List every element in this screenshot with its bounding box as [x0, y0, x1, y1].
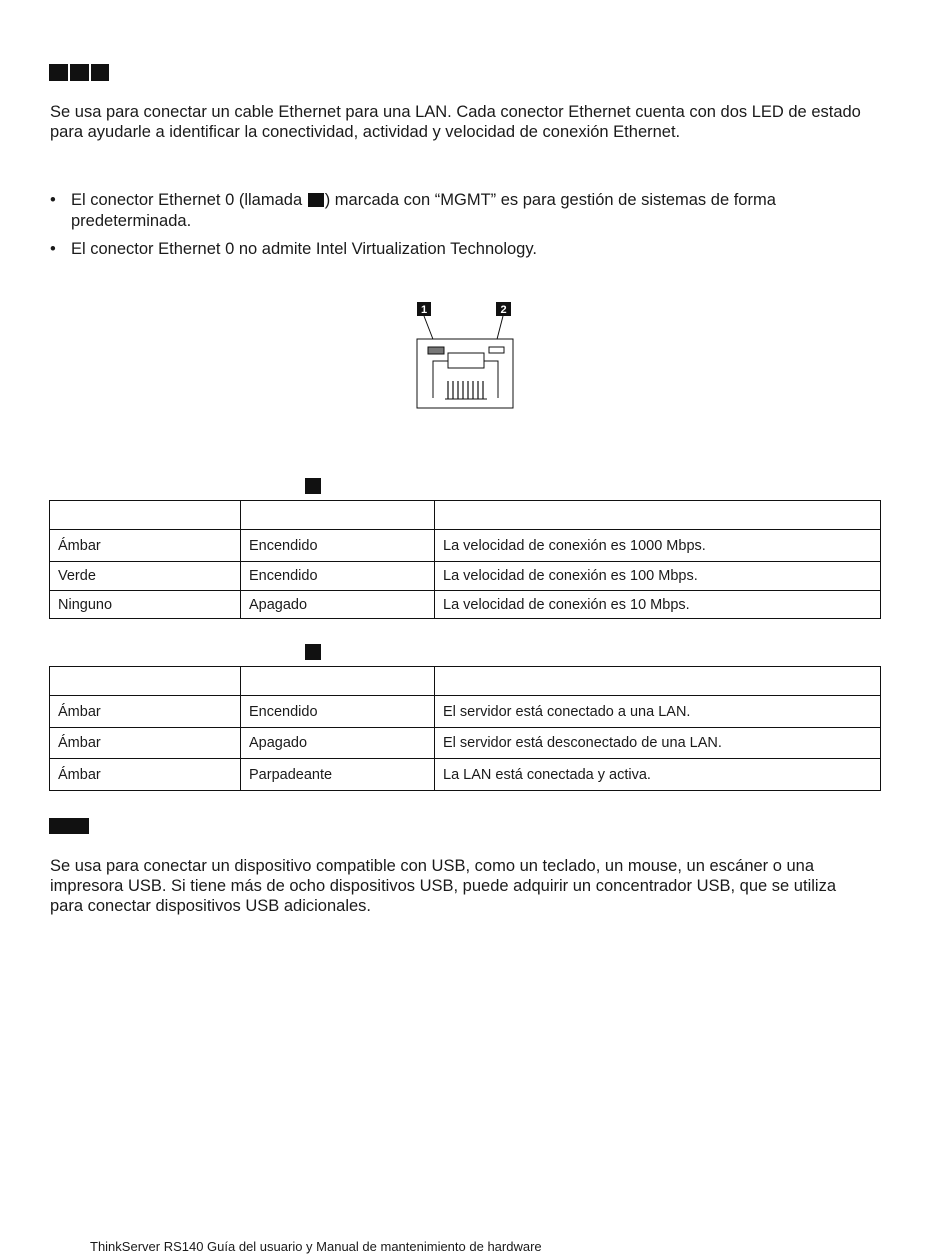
led-color-cell: Ámbar — [50, 759, 241, 791]
led-state-cell: Apagado — [241, 591, 435, 619]
led-state-cell: Parpadeante — [241, 759, 435, 791]
description-cell: El servidor está conectado a una LAN. — [435, 696, 881, 728]
description-cell: La velocidad de conexión es 10 Mbps. — [435, 591, 881, 619]
table-row — [50, 562, 881, 591]
led-state-cell: Encendido — [241, 562, 435, 591]
table-row — [50, 728, 881, 759]
table-row — [50, 696, 881, 728]
table-row — [50, 530, 881, 562]
redacted-heading-ethernet — [70, 64, 89, 81]
redacted-heading-ethernet — [49, 64, 68, 81]
table-row — [50, 591, 881, 619]
port-latch — [448, 353, 484, 368]
led-color-cell: Ámbar — [50, 728, 241, 759]
redacted-callout-1 — [305, 478, 321, 494]
ethernet-connector-diagram — [410, 298, 525, 414]
page-footer: ThinkServer RS140 Guía del usuario y Manual de mantenimiento de hardware — [90, 1239, 542, 1254]
table-row — [50, 759, 881, 791]
led-state-cell: Apagado — [241, 728, 435, 759]
note-text-part: ) marcada con “MGMT” es para gestión de sistemas de forma predeterminada. — [71, 191, 776, 230]
table-header-row — [50, 667, 881, 696]
note-text-part: El conector Ethernet 0 (llamada — [71, 191, 307, 209]
note-text: El conector Ethernet 0 no admite Intel Virtualization Technology. — [71, 240, 537, 258]
ethernet-notes-list — [50, 190, 850, 267]
activity-led-table — [49, 666, 881, 791]
redacted-heading-usb — [49, 818, 89, 834]
led-color-cell: Ámbar — [50, 696, 241, 728]
led-2 — [489, 347, 504, 353]
list-item — [50, 239, 850, 260]
led-color-cell: Ninguno — [50, 591, 241, 619]
redacted-heading-ethernet — [91, 64, 109, 81]
description-cell: La velocidad de conexión es 100 Mbps. — [435, 562, 881, 591]
redacted-inline-label — [308, 193, 324, 207]
led-state-cell: Encendido — [241, 530, 435, 562]
usb-description: Se usa para conectar un dispositivo compatible con USB, como un teclado, un mouse, un escáner o una impresora USB. Si tiene más de ocho dispositivos USB, puede adquirir un concentrador USB, que se utiliza para conectar dispositivos USB adicionales. — [50, 857, 836, 915]
table-header-row — [50, 501, 881, 530]
redacted-callout-2 — [305, 644, 321, 660]
led-color-cell: Ámbar — [50, 530, 241, 562]
description-cell: La LAN está conectada y activa. — [435, 759, 881, 791]
led-state-cell: Encendido — [241, 696, 435, 728]
description-cell: La velocidad de conexión es 1000 Mbps. — [435, 530, 881, 562]
description-cell: El servidor está desconectado de una LAN. — [435, 728, 881, 759]
callout-1-label: 1 — [420, 304, 428, 316]
callout-2-label: 2 — [500, 304, 507, 316]
bullet-symbol: • — [50, 240, 56, 258]
led-color-cell: Verde — [50, 562, 241, 591]
speed-led-table — [49, 500, 881, 619]
bullet-symbol: • — [50, 191, 56, 209]
list-item — [50, 190, 850, 232]
led-1 — [428, 347, 444, 354]
ethernet-intro: Se usa para conectar un cable Ethernet para una LAN. Cada conector Ethernet cuenta con dos LED de estado para ayudarle a identificar la conectividad, actividad y velocidad de conexión Ethernet. — [50, 103, 861, 141]
